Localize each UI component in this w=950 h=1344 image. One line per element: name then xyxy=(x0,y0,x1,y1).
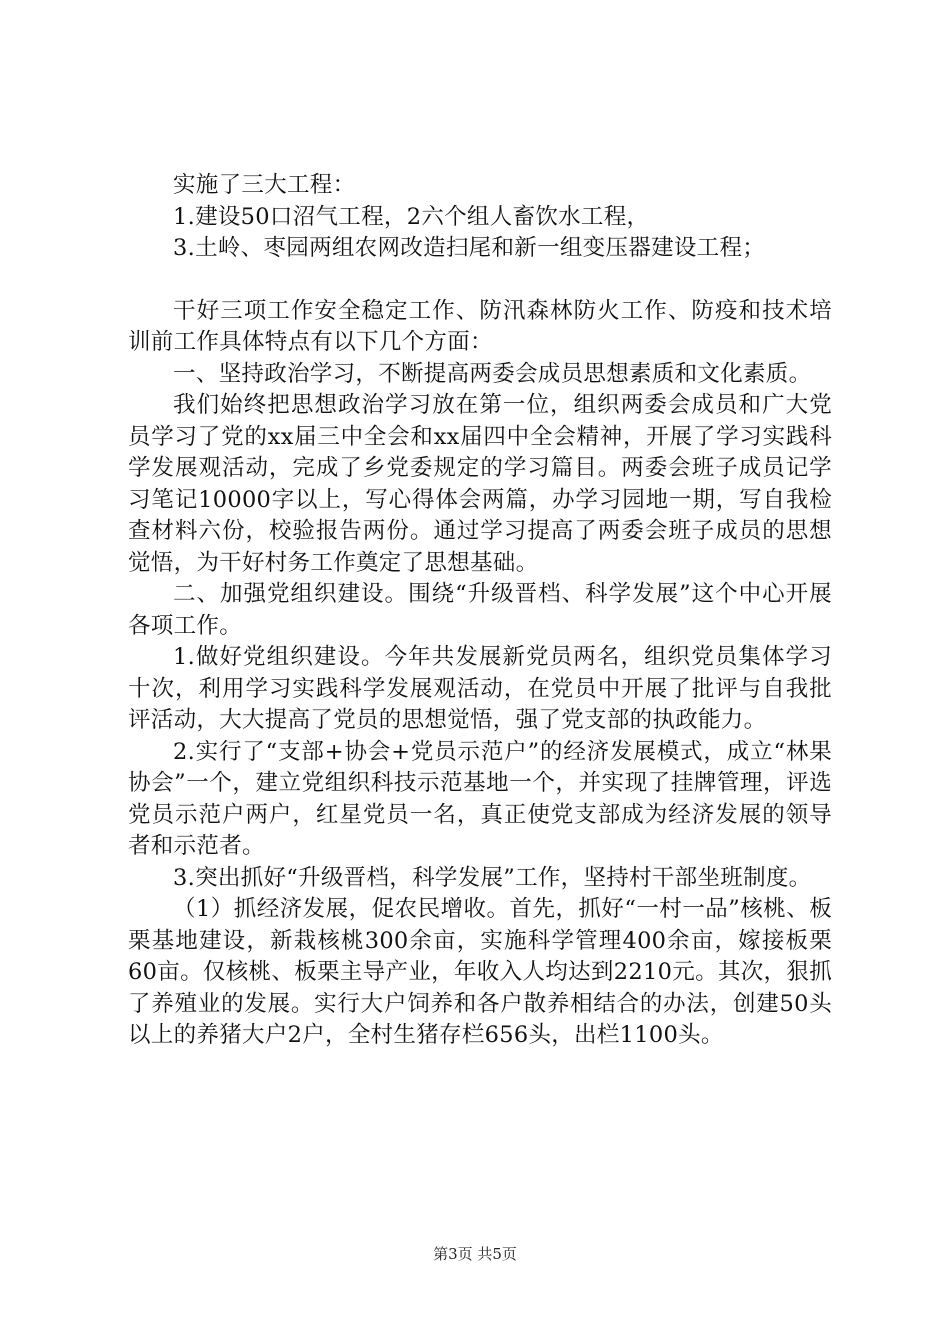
heading-political-study: 一、坚持政治学习，不断提高两委会成员思想素质和文化素质。 xyxy=(173,360,812,387)
paragraph-project-1-2: 1.建设50口沼气工程，2六个组人畜饮水工程， xyxy=(173,203,650,230)
paragraph-political-study: 我们始终把思想政治学习放在第一位，组织两委会成员和广大党员学习了党的xx届三中全会和xx届四中全会精神，开展了学习实践科学发展观活动，完成了乡党委规定的学习篇目。两委会班子成员记学习笔记10000字以上，写心得体会两篇，办学习园地一期，写自我检查材料六份，校验报告两份。通过学习提高了两委会班子成员的思想觉悟，为干好村务工作奠定了思想基础。 xyxy=(128,392,832,576)
paragraph-party-building-3: 3.突出抓好“升级晋档，科学发展”工作，坚持村干部坐班制度。 xyxy=(173,864,812,891)
paragraph-party-building-2: 2.实行了“支部+协会+党员示范户”的经济发展模式，成立“林果协会”一个，建立党组织科技示范基地一个，并实现了挂牌管理，评选党员示范户两户，红星党员一名，真正使党支部成为经济发展的领导者和示范者。 xyxy=(128,738,832,859)
document-body xyxy=(128,170,832,1052)
paragraph-intro: 实施了三大工程： xyxy=(173,172,356,198)
page-footer: 第3页 共5页 xyxy=(433,1245,517,1263)
heading-party-building: 二、加强党组织建设。围绕“升级晋档、科学发展”这个中心开展各项工作。 xyxy=(128,581,832,639)
paragraph-economic-development: （1）抓经济发展，促农民增收。首先，抓好“一村一品”核桃、板栗基地建设，新栽核桃300余亩，实施科学管理400余亩，嫁接板栗60亩。仅核桃、板栗主导产业，年收入人均达到2210元。其次，狠抓了养殖业的发展。实行大户饲养和各户散养相结合的办法，创建50头以上的养猪大户2户，全村生猪存栏656头，出栏1100头。 xyxy=(128,896,832,1048)
paragraph-party-building-1: 1.做好党组织建设。今年共发展新党员两名，组织党员集体学习十次，利用学习实践科学发展观活动，在党员中开展了批评与自我批评活动，大大提高了党员的思想觉悟，强了党支部的执政能力。 xyxy=(128,644,832,733)
paragraph-project-3: 3.土岭、枣园两组农网改造扫尾和新一组变压器建设工程； xyxy=(173,235,766,261)
paragraph-three-tasks: 干好三项工作安全稳定工作、防汛森林防火工作、防疫和技术培训前工作具体特点有以下几个方面： xyxy=(128,297,832,355)
